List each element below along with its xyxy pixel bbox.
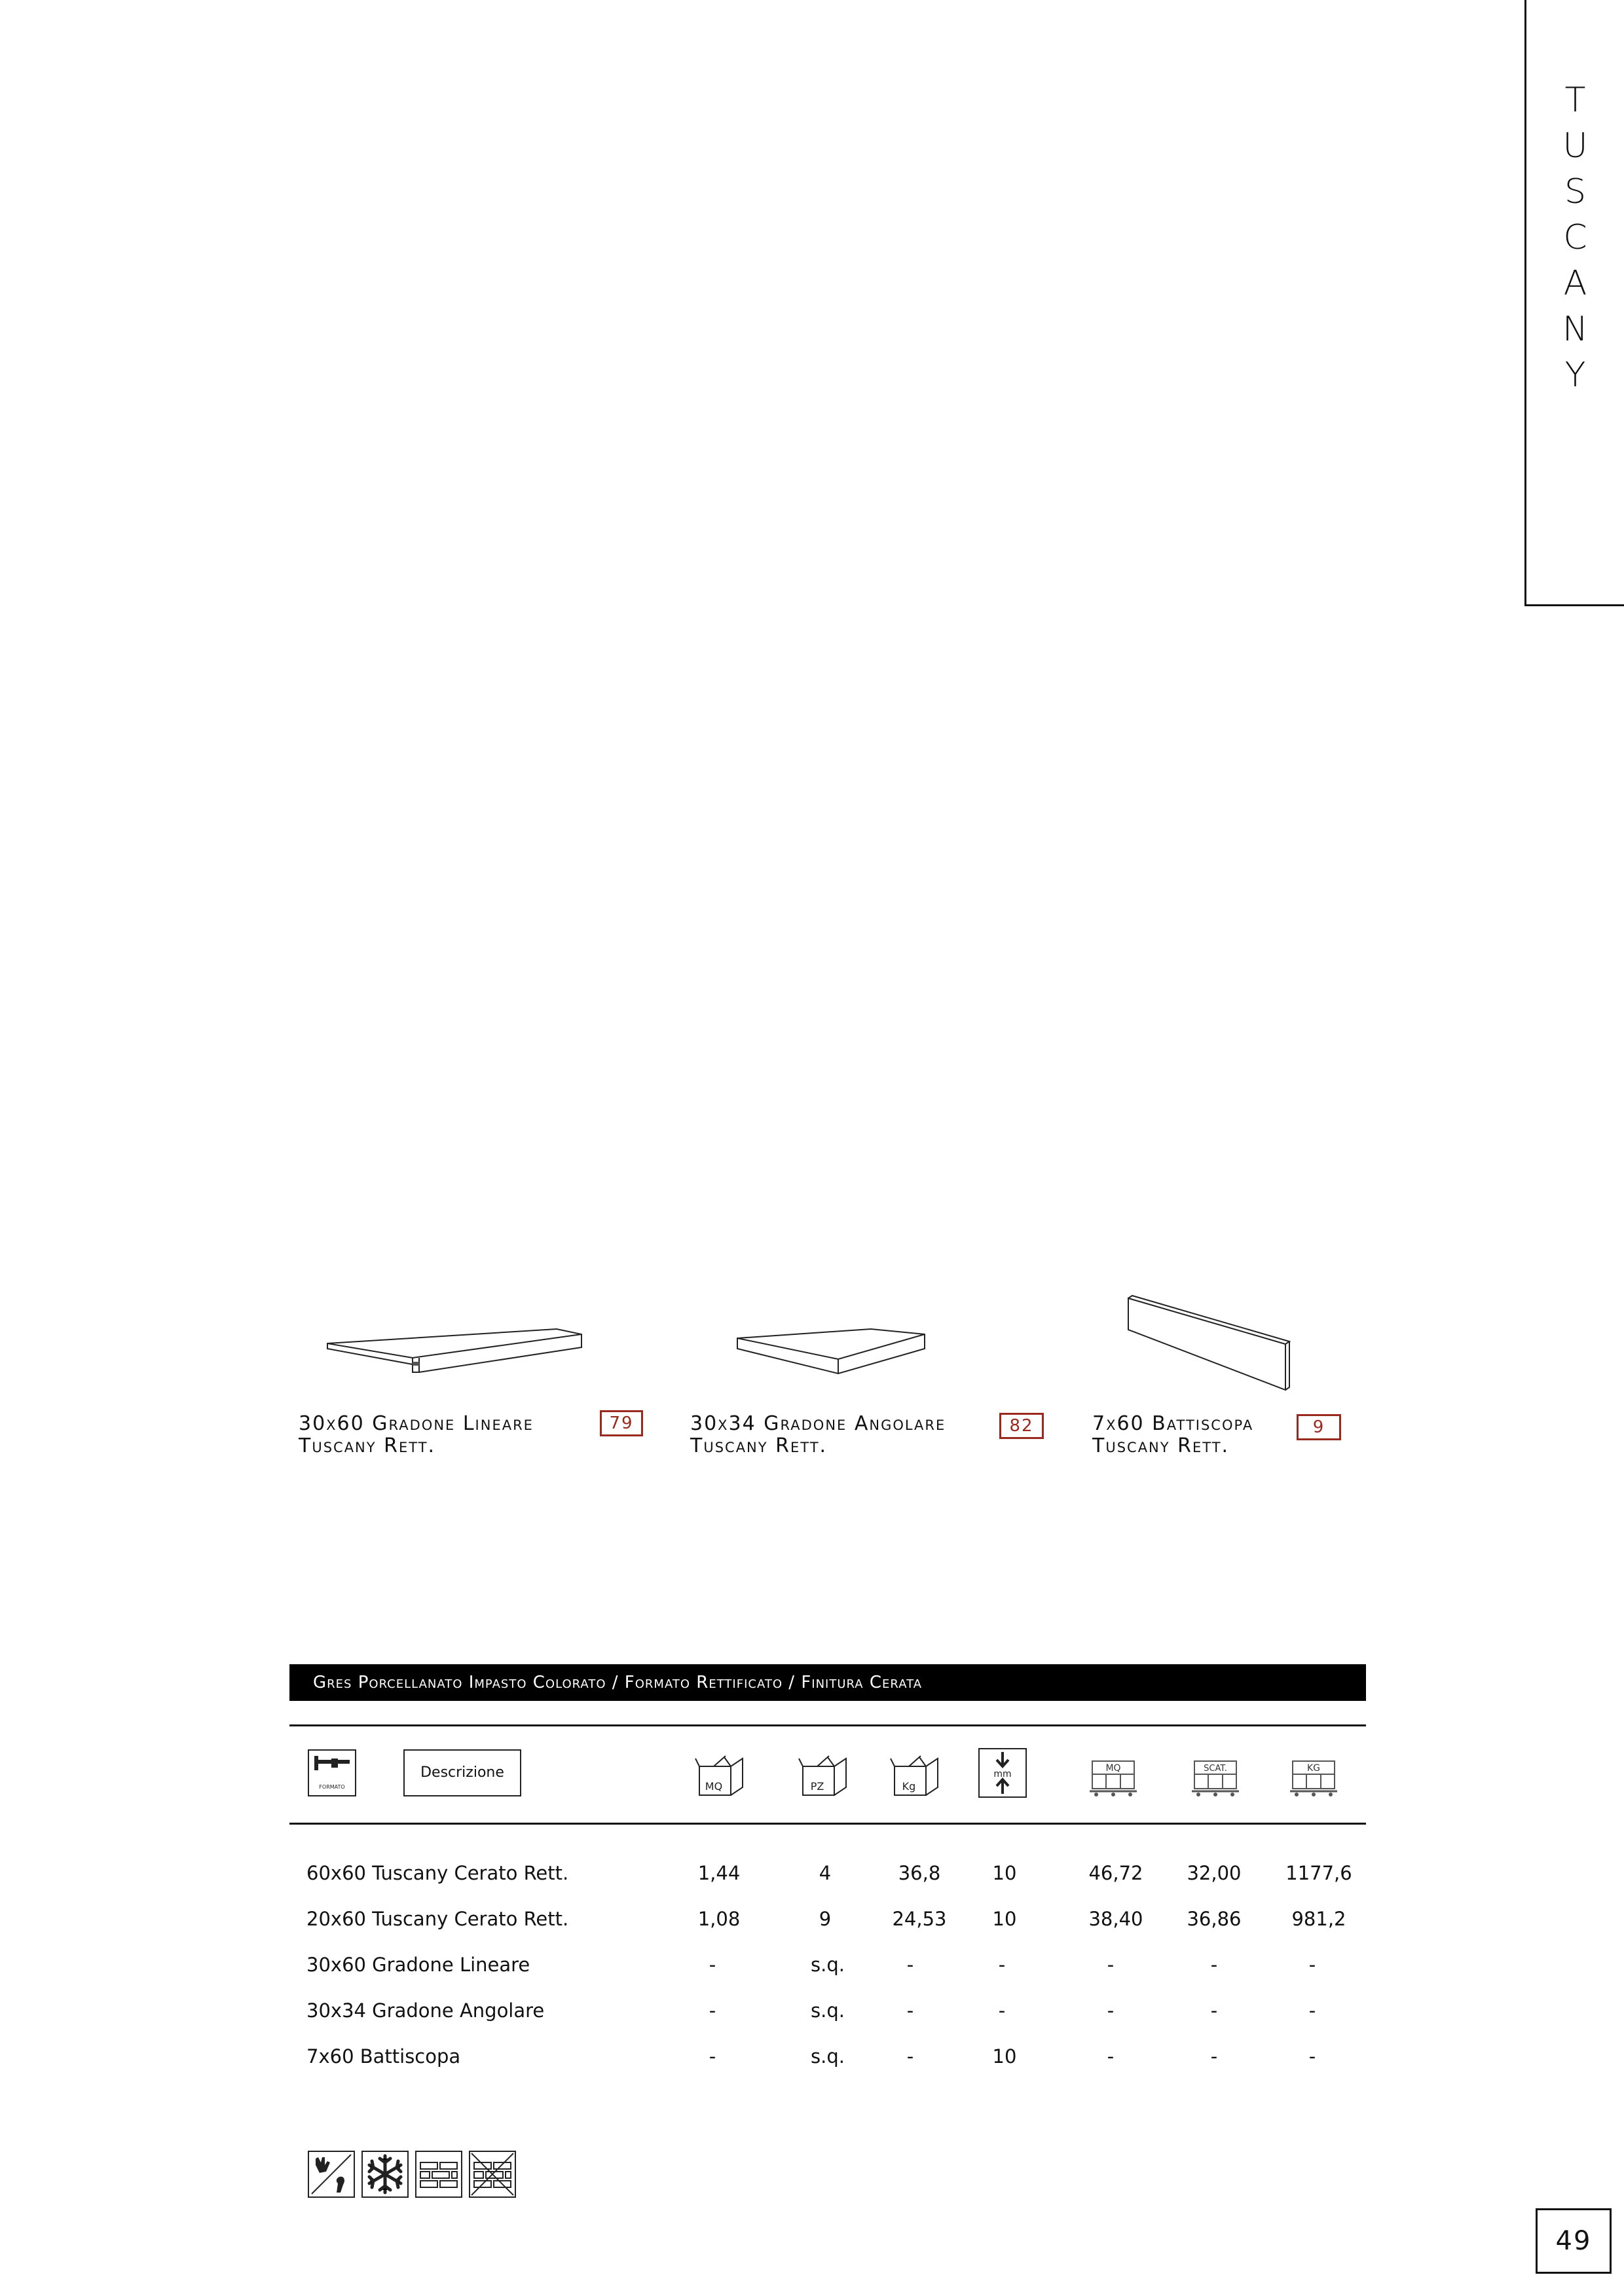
row-mq: -: [709, 2045, 716, 2068]
row-pallet-mq: -: [1107, 1954, 1115, 1976]
pallet-kg-label: KG: [1306, 1763, 1321, 1774]
row-mq: -: [709, 1954, 716, 1976]
product-series: Tuscany Rett.: [1092, 1434, 1230, 1457]
row-description: 20x60 Tuscany Cerato Rett.: [306, 1908, 569, 1930]
not-for-wall-icon: [469, 2151, 516, 2198]
pallet-weight-icon: [1287, 1758, 1340, 1798]
brand-letter: N: [1562, 310, 1588, 349]
row-mq: 1,44: [697, 1862, 741, 1884]
row-pallet-scat: -: [1210, 1954, 1218, 1976]
brand-name-vertical: [1526, 77, 1624, 398]
row-kg: -: [906, 2045, 914, 2068]
pallet-mq-label: MQ: [1105, 1763, 1121, 1774]
table-header-rule: [289, 1823, 1366, 1825]
product-name: 30x34 Gradone Angolare: [690, 1412, 946, 1435]
thickness-icon: [978, 1748, 1027, 1798]
row-mm: -: [998, 1999, 1006, 2022]
formato-label: FORMATO: [319, 1784, 345, 1790]
row-kg: 24,53: [892, 1908, 947, 1930]
stair-tread-corner-icon: [733, 1321, 930, 1387]
row-pallet-scat: 32,00: [1187, 1862, 1242, 1884]
spec-bar: Gres Porcellanato Impasto Colorato / Formato Rettificato / Finitura Cerata: [289, 1664, 1366, 1701]
row-pallet-kg: -: [1308, 1954, 1316, 1976]
wall-tiles-icon: [415, 2151, 462, 2198]
row-description: 30x34 Gradone Angolare: [306, 1999, 545, 2022]
row-pz: s.q.: [811, 1999, 845, 2022]
product-name: 30x60 Gradone Lineare: [299, 1412, 534, 1435]
row-pallet-scat: -: [1210, 2045, 1218, 2068]
pz-label: PZ: [810, 1780, 824, 1793]
page-reference-badge: 82: [999, 1413, 1044, 1439]
row-pallet-mq: 46,72: [1088, 1862, 1143, 1884]
product-series: Tuscany Rett.: [299, 1434, 436, 1457]
row-mq: 1,08: [697, 1908, 741, 1930]
row-description: 7x60 Battiscopa: [306, 2045, 461, 2068]
row-pallet-kg: -: [1308, 1999, 1316, 2022]
caliper-format-icon: [308, 1749, 356, 1796]
row-description: 30x60 Gradone Lineare: [306, 1954, 530, 1976]
pallet-scat-label: SCAT.: [1204, 1764, 1227, 1774]
brand-letter: U: [1562, 126, 1588, 166]
brand-letter: A: [1563, 264, 1587, 303]
mm-label: mm: [993, 1769, 1012, 1779]
product-name: 7x60 Battiscopa: [1092, 1412, 1254, 1435]
row-description: 60x60 Tuscany Cerato Rett.: [306, 1862, 569, 1884]
row-pz: 9: [819, 1908, 832, 1930]
row-mm: -: [998, 1954, 1006, 1976]
stair-tread-linear-icon: [321, 1316, 589, 1388]
brand-letter: T: [1564, 81, 1586, 120]
pallet-mq-icon: [1087, 1758, 1139, 1798]
table-top-rule: [289, 1724, 1366, 1726]
page-number: 49: [1536, 2208, 1612, 2274]
row-mm: 10: [992, 1908, 1017, 1930]
row-pallet-mq: -: [1107, 2045, 1115, 2068]
box-pieces-icon: [798, 1755, 850, 1796]
row-pz: 4: [819, 1862, 832, 1884]
row-mq: -: [709, 1999, 716, 2022]
row-pallet-kg: 1177,6: [1285, 1862, 1352, 1884]
row-pallet-kg: -: [1308, 2045, 1316, 2068]
descrizione-header: Descrizione: [403, 1749, 521, 1796]
brand-letter: S: [1564, 172, 1586, 211]
pallet-boxes-icon: [1189, 1758, 1242, 1798]
row-pallet-mq: 38,40: [1088, 1908, 1143, 1930]
row-mm: 10: [992, 2045, 1017, 2068]
row-pallet-mq: -: [1107, 1999, 1115, 2022]
page-reference-badge: 79: [600, 1410, 643, 1436]
anti-slip-icon: [308, 2151, 355, 2198]
row-kg: -: [906, 1999, 914, 2022]
row-pallet-scat: -: [1210, 1999, 1218, 2022]
brand-tab: [1524, 0, 1624, 606]
row-pallet-kg: 981,2: [1291, 1908, 1346, 1930]
kg-label: Kg: [902, 1780, 916, 1793]
row-kg: 36,8: [898, 1862, 941, 1884]
mq-label: MQ: [705, 1780, 723, 1793]
frost-resistant-icon: [361, 2151, 409, 2198]
box-weight-icon: [889, 1755, 942, 1796]
row-pz: s.q.: [811, 2045, 845, 2068]
product-caption: [299, 1413, 534, 1457]
brand-letter: Y: [1564, 355, 1586, 395]
page-reference-badge: 9: [1297, 1414, 1341, 1440]
box-mq-icon: [694, 1755, 747, 1796]
brand-letter: C: [1563, 218, 1587, 257]
skirting-board-icon: [1123, 1293, 1293, 1398]
product-series: Tuscany Rett.: [690, 1434, 828, 1457]
row-mm: 10: [992, 1862, 1017, 1884]
row-pz: s.q.: [811, 1954, 845, 1976]
row-pallet-scat: 36,86: [1187, 1908, 1242, 1930]
row-kg: -: [906, 1954, 914, 1976]
product-caption: [690, 1413, 946, 1457]
product-caption: [1092, 1413, 1253, 1457]
